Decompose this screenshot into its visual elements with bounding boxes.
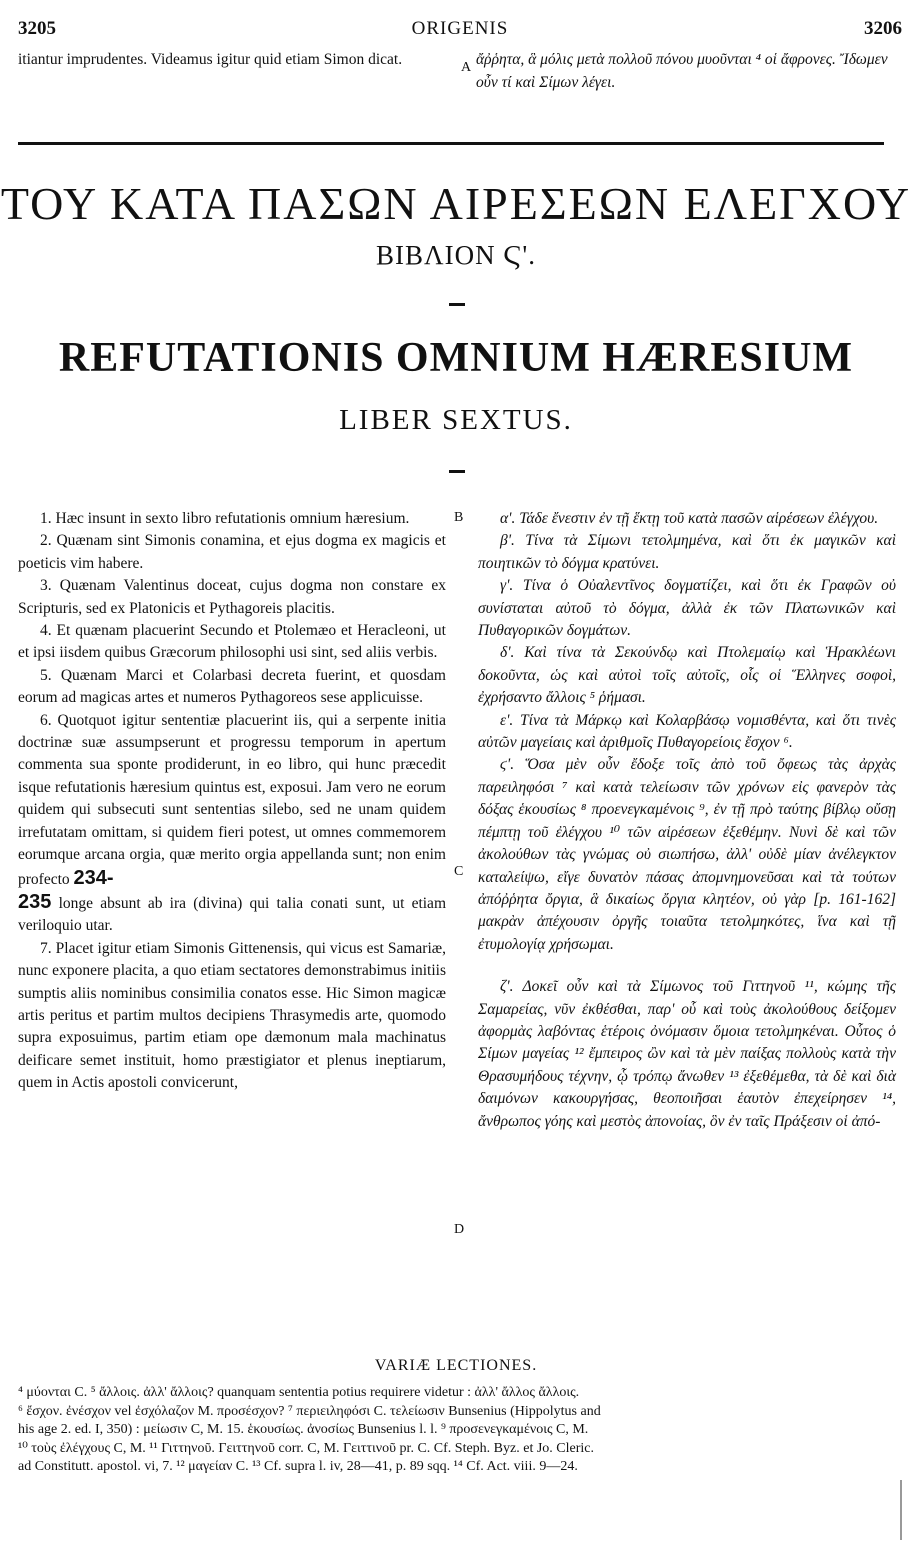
latin-paragraph: 3. Quænam Valentinus doceat, cujus dogma non constare ex Scripturis, sed ex Platonicis et Pythagoreis placitis. bbox=[18, 577, 446, 617]
latin-continued-text: itiantur imprudentes. Videamus igitur quid etiam Simon dicat. bbox=[18, 51, 403, 68]
running-title: ORIGENIS bbox=[411, 18, 509, 39]
page-number-right: 3206 bbox=[864, 18, 902, 39]
variae-lectiones-notes bbox=[18, 1384, 894, 1477]
greek-paragraph: β'. Τίνα τὰ Σίμωνι τετολμημένα, καὶ ὅτι ἐκ μαγικῶν καὶ ποιητικῶν τὸ δόγμα κρατύνει. bbox=[478, 532, 896, 572]
variae-lectiones-heading: VARIÆ LECTIONES. bbox=[374, 1357, 538, 1374]
variant-reading-line: his age 2. ed. I, 350) : μείωσιν C, M. 15. ἑκουσίως. ἀνοσίως Bunsenius l. l. ⁹ προσενεγκαμένοις C, M. bbox=[18, 1422, 589, 1438]
page-ref-start: 234- bbox=[73, 866, 114, 889]
greek-paragraph: ϛ'. Ὅσα μὲν οὖν ἔδοξε τοῖς ἀπὸ τοῦ ὄφεως τὰς ἀρχὰς παρειληφόσι ⁷ καὶ κατὰ τελείωσιν τῶν χρόνων εἰς φανερὸν τὰς δόξας ἑκουσίως ⁸ προενεγκαμένοις ⁹, ἐν τῇ πρὸ ταύτης βίβλῳ οὔσῃ πέμπτῃ τοῦ ἐλέγχου ¹⁰ τῶν αἱρέσεων ἐξεθέμην. Νυνὶ δὲ καὶ τῶν ἀκολούθων τὰς γνώμας οὐ σιωπήσω, ἀλλ' οὐδὲ μίαν ἀνέλεγκτον καταλείψω, εἴγε δυνατὸν πάσας ἀπομνημονεῦσαι καὶ τὰ τούτων ἀπόῤῥητα ὄργια, ἃ δικαίως ὄργια κλητέον, οὐ γὰρ [p. 161-162] μακρὰν ἀπέχουσιν ὀργῆς τοιαῦτα τετολμηκότες, ἵνα καὶ τῇ ἐτυμολογίᾳ χρήσωμαι. bbox=[478, 756, 896, 953]
latin-paragraph: 7. Placet igitur etiam Simonis Gittenensis, qui vicus est Samariæ, nunc exponere placita, a quo etiam sectatores demonstrabimus initiis sumptis aliis nominibus consimilia conatos esse. Hic Simon magicæ artis peritus et partim multos decipiens Thrasymedis arte, quomodo supra exposuimus, partim etiam ope dæmonum mala machinatus deificare semet instituit, homo præstigiator et plenus ineptiarum, quem in Actis apostoli convicerunt, bbox=[18, 939, 446, 1092]
latin-column bbox=[18, 508, 446, 1095]
greek-paragraph: γ'. Τίνα ὁ Οὐαλεντῖνος δογματίζει, καὶ ὅτι ἐκ Γραφῶν οὐ συνίσταται αὐτοῦ τὸ δόγμα, ἀλλὰ ἐκ τῶν Πλατωνικῶν καὶ Πυθαγορικῶν δογμάτων. bbox=[478, 577, 896, 640]
latin-paragraph bbox=[18, 710, 446, 938]
page-number-left: 3205 bbox=[18, 18, 56, 39]
variant-reading-line: ad Constitutt. apostol. vi, 7. ¹² μαγείαν C. ¹³ Cf. supra l. iv, 28—41, p. 89 sqq. ¹⁴ Cf. Act. viii. 9—24. bbox=[18, 1459, 578, 1475]
variant-reading-line: ¹⁰ τοὺς ἐλέγχους C, M. ¹¹ Γιττηνοῦ. Γειττηνοῦ corr. C, M. Γειττινοῦ pr. C. Cf. Steph. Byz. et Jo. Cleric. bbox=[18, 1440, 594, 1456]
latin-title: REFUTATIONIS OMNIUM HÆRESIUM bbox=[58, 335, 854, 381]
variant-reading-line: ⁶ ἔσχον. ἐνέσχον vel ἐσχόλαζον M. προσέσχον? ⁷ περιειληφόσι C. τελείωσιν Bunsenius (Hippolytus and bbox=[18, 1403, 601, 1419]
greek-book-label: ΒΙΒΛΙΟΝ Ϛ'. bbox=[376, 240, 536, 270]
margin-marker-a: A bbox=[461, 60, 472, 75]
section-divider bbox=[18, 142, 884, 145]
latin-paragraph: 1. Hæc insunt in sexto libro refutationis omnium hæresium. bbox=[40, 510, 410, 527]
page-ref-end: 235 bbox=[18, 890, 52, 913]
greek-paragraph: ε'. Τίνα τὰ Μάρκῳ καὶ Κολαρβάσῳ νομισθέντα, καὶ ὅτι τινὲς αὐτῶν μαγείαις καὶ ἀριθμοῖς Πυθαγορείοις ἔσχον ⁶. bbox=[478, 711, 896, 752]
greek-paragraph: ζ'. Δοκεῖ οὖν καὶ τὰ Σίμωνος τοῦ Γιττηνοῦ ¹¹, κώμης τῆς Σαμαρείας, νῦν ἐκθέσθαι, παρ' οὗ καὶ τοὺς ἀκολούθους δείξομεν ἀφορμὰς λαβόντας ἑτέροις ὀνόμασιν ὅμοια τετολμηκέναι. Οὗτος ὁ Σίμων μαγείας ¹² ἔμπειρος ὢν καὶ τὰ μὲν παίξας πολλοὺς κατὰ τὴν Θρασυμήδους τέχνην, ᾧ τρόπῳ ἄνωθεν ¹³ ἐξεθέμεθα, τὰ δὲ καὶ διὰ δαιμόνων κακουργήσας, θεοποιῆσαι ἑαυτὸν ἐπεχείρησεν ¹⁴, ἄνθρωπος γόης καὶ μεστὸς ἀπονοίας, ὃν ἐν ταῖς Πράξεσιν οἱ ἀπό- bbox=[478, 978, 896, 1130]
greek-paragraph: α'. Τάδε ἔνεστιν ἐν τῇ ἕκτῃ τοῦ κατὰ πασῶν αἱρέσεων ἐλέγχου. bbox=[500, 510, 879, 527]
title-dash bbox=[449, 470, 465, 473]
latin-paragraph: 2. Quænam sint Simonis conamina, et ejus dogma ex magicis et poeticis vim habere. bbox=[18, 532, 446, 572]
greek-paragraph: δ'. Καὶ τίνα τὰ Σεκούνδῳ καὶ Πτολεμαίῳ καὶ Ἡρακλέωνι δοκοῦντα, ὡς καὶ αὐτοὶ τοῖς αὐτοῖς, οἷς οἱ Ἕλληνες σοφοὶ, ἐχρήσαντο ἄλλοις ⁵ ῥήμασι. bbox=[478, 644, 896, 707]
variant-reading-line: ⁴ μύονται C. ⁵ ἄλλοις. ἀλλ' ἄλλοις? quanquam sententia potius requirere videtur : ἀλλ' ἄλλος ἄλλοις. bbox=[18, 1385, 580, 1400]
margin-marker-c: C bbox=[454, 864, 464, 879]
latin-paragraph-text: 6. Quotquot igitur sententiæ placuerint iis, qui a serpente initia doctrinæ suæ assumpserunt et progressu temporum in apertum commenta sua sponte prodiderunt, in eo libro, qui hunc præcedit isque refutationis hæresium quintus est, exposui. Jam vero ne eorum quidem qui subsecuti sunt sententias silebo, sed ne unam quidem irrefutatam omittam, si quidem fieri potest, ut omnes commemorem eorumque arcana orgia, quæ merito orgia appellanda sunt; non enim profecto bbox=[18, 711, 446, 888]
latin-paragraph-text: longe absunt ab ira (divina) qui talia conati sunt, ut etiam veriloquio utar. bbox=[18, 894, 446, 935]
margin-marker-d: D bbox=[454, 1222, 465, 1237]
greek-continued-text: ἄῤῥητα, ἃ μόλις μετὰ πολλοῦ πόνου μυοῦνται ⁴ οἱ ἄφρονες. Ἴδωμεν οὖν τί καὶ Σίμων λέγει. bbox=[476, 51, 888, 91]
parallel-text-columns bbox=[18, 508, 902, 1358]
running-head bbox=[18, 18, 902, 44]
greek-title: ΤΟΥ ΚΑΤΑ ΠΑΣΩΝ ΑΙΡΕΣΕΩΝ ΕΛΕΓΧΟΥ bbox=[0, 178, 912, 229]
latin-paragraph: 5. Quænam Marci et Colarbasi decreta fuerint, et quosdam eorum ad magicas artes et numeros Pythagoreos sese applicuisse. bbox=[18, 666, 446, 707]
latin-paragraph: 4. Et quænam placuerint Secundo et Ptolemæo et Heracleoni, ut et ipsi iisdem quibus Græcorum philosophi usi sint, sed aliis verbis. bbox=[18, 622, 446, 662]
latin-book-label: LIBER SEXTUS. bbox=[339, 404, 573, 436]
scan-edge-mark bbox=[900, 1480, 902, 1540]
title-dash bbox=[449, 303, 465, 306]
margin-marker-b: B bbox=[454, 510, 464, 525]
greek-column bbox=[478, 508, 896, 1133]
